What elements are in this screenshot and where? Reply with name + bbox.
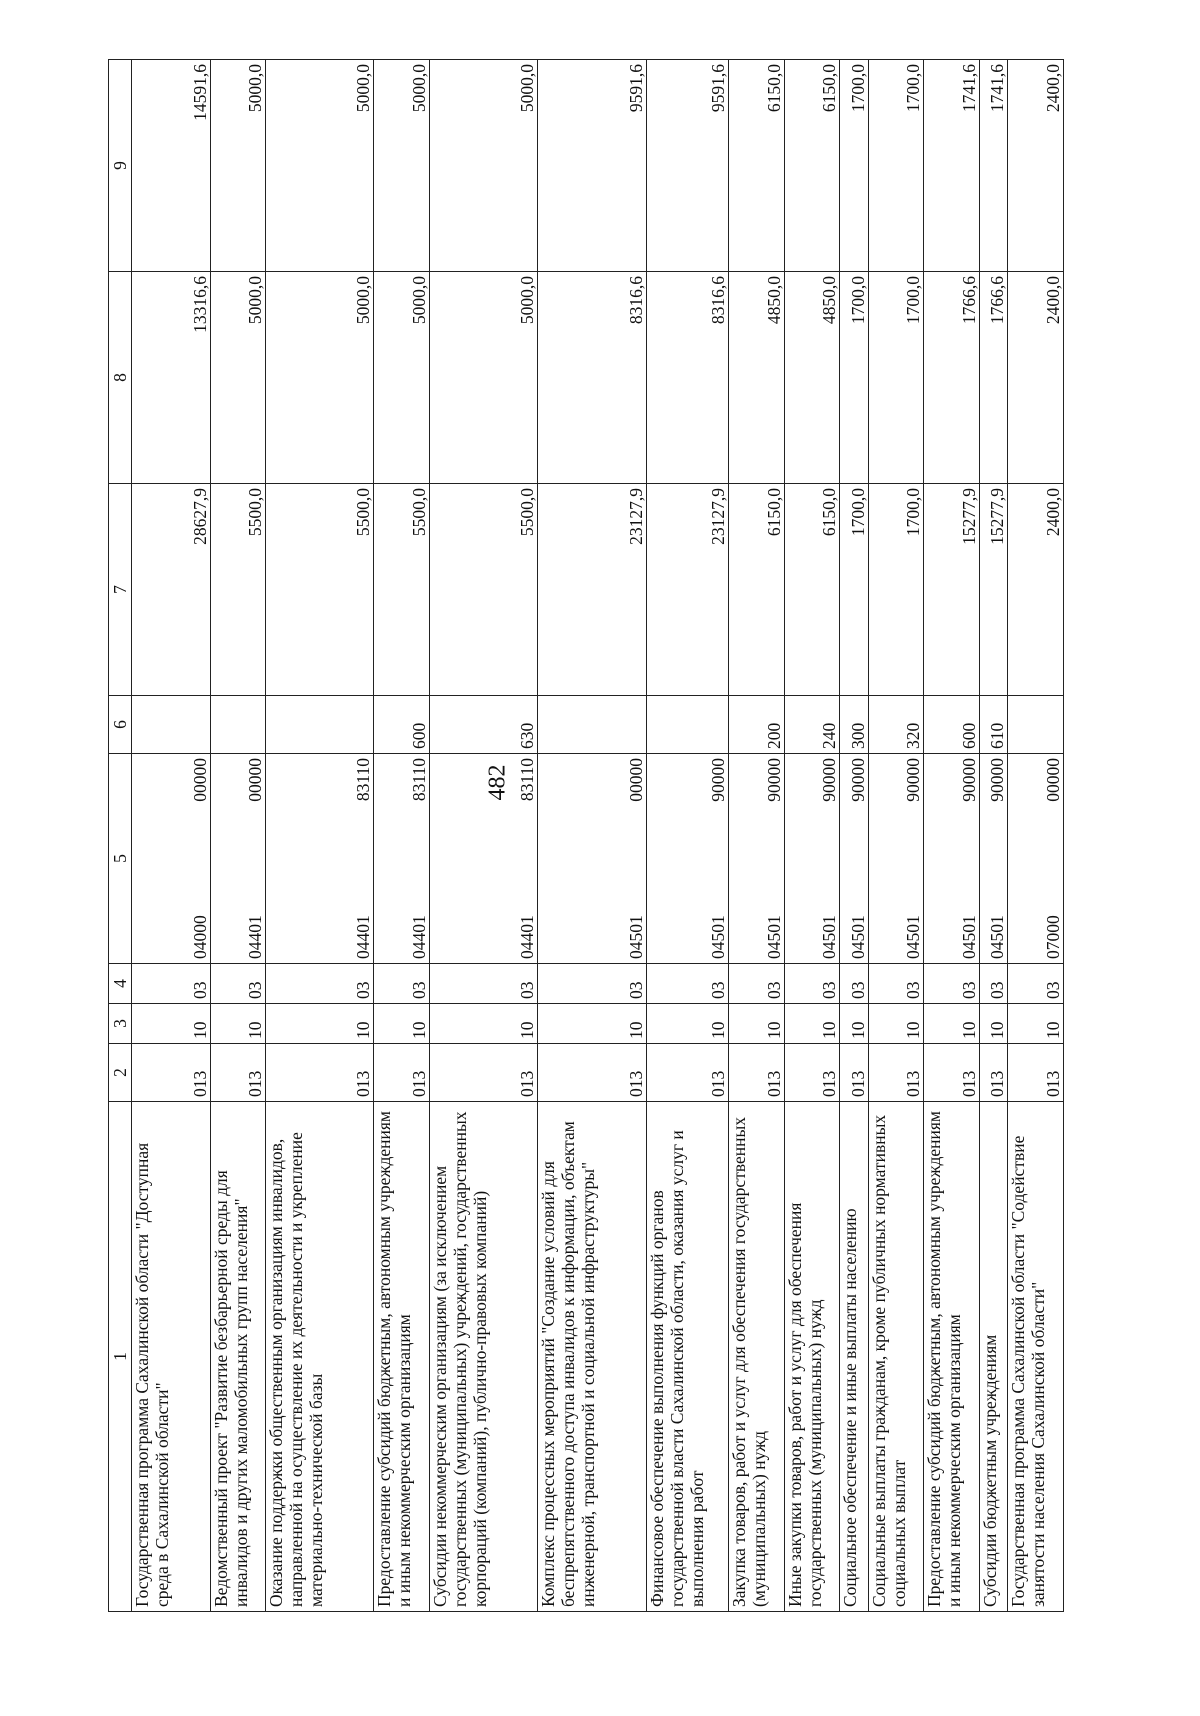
target-article-direction: 83110 (408, 758, 429, 802)
amount-year3: 9591,6 (646, 60, 729, 272)
section-code: 10 (132, 1004, 211, 1044)
subsection-code: 03 (729, 964, 785, 1004)
section-code: 10 (538, 1004, 646, 1044)
budget-table (108, 59, 1064, 1612)
page-number: 482 (484, 764, 511, 801)
amount-year1: 1700,0 (840, 484, 868, 696)
amount-year2: 5000,0 (210, 272, 266, 484)
section-code: 10 (646, 1004, 729, 1044)
row-name: Оказание поддержки общественным организациям инвалидов, направленной на осуществление их деятельности и укрепление материально-технической базы (266, 1102, 374, 1612)
ministry-code: 013 (840, 1044, 868, 1102)
target-article-code (266, 754, 374, 964)
row-name: Субсидии некоммерческим организациям (за исключением государственных (муниципальных) учреждений, государственных корпораций (компаний), публично-правовых компаний) (429, 1102, 537, 1612)
row-name: Государственная программа Сахалинской области "Содействие занятости населения Сахалинской области" (1008, 1102, 1064, 1612)
section-code: 10 (840, 1004, 868, 1044)
target-article-program: 04501 (625, 915, 646, 959)
amount-year3: 5000,0 (429, 60, 537, 272)
ministry-code: 013 (924, 1044, 980, 1102)
amount-year2: 13316,6 (132, 272, 211, 484)
column-header: 6 (109, 696, 132, 754)
ministry-code: 013 (132, 1044, 211, 1102)
amount-year3: 1741,6 (979, 60, 1007, 272)
amount-year3: 6150,0 (729, 60, 785, 272)
expense-type-code: 200 (729, 696, 785, 754)
table-row (374, 60, 430, 1612)
expense-type-code (132, 696, 211, 754)
column-header: 9 (109, 60, 132, 272)
table-row (729, 60, 785, 1612)
target-article-direction: 00000 (189, 758, 210, 802)
amount-year3: 14591,6 (132, 60, 211, 272)
target-article-code (729, 754, 785, 964)
section-code: 10 (979, 1004, 1007, 1044)
ministry-code: 013 (210, 1044, 266, 1102)
section-code: 10 (784, 1004, 840, 1044)
amount-year2: 2400,0 (1008, 272, 1064, 484)
table-row (210, 60, 266, 1612)
amount-year3: 5000,0 (266, 60, 374, 272)
target-article-code (1008, 754, 1064, 964)
target-article-direction: 00000 (245, 758, 266, 802)
table-row (840, 60, 868, 1612)
amount-year1: 2400,0 (1008, 484, 1064, 696)
target-article-direction: 00000 (625, 758, 646, 802)
amount-year1: 15277,9 (924, 484, 980, 696)
table-row (538, 60, 646, 1612)
target-article-program: 04401 (408, 915, 429, 959)
section-code: 10 (374, 1004, 430, 1044)
table-row (1008, 60, 1064, 1612)
subsection-code: 03 (1008, 964, 1064, 1004)
expense-type-code: 320 (868, 696, 924, 754)
row-name: Ведомственный проект "Развитие безбарьерной среды для инвалидов и других маломобильных групп населения" (210, 1102, 266, 1612)
amount-year1: 23127,9 (538, 484, 646, 696)
target-article-direction: 83110 (353, 758, 374, 802)
expense-type-code: 600 (374, 696, 430, 754)
target-article-program: 04501 (958, 915, 979, 959)
table-row (646, 60, 729, 1612)
target-article-code (646, 754, 729, 964)
column-header: 1 (109, 1102, 132, 1612)
ministry-code: 013 (784, 1044, 840, 1102)
subsection-code: 03 (374, 964, 430, 1004)
row-name: Комплекс процессных мероприятий "Создание условий для беспрепятственного доступа инвалидов к информации, объектам инженерной, транспортной и социальной инфраструктуры" (538, 1102, 646, 1612)
ministry-code: 013 (429, 1044, 537, 1102)
amount-year2: 4850,0 (729, 272, 785, 484)
expense-type-code: 300 (840, 696, 868, 754)
table-row (924, 60, 980, 1612)
target-article-code (784, 754, 840, 964)
expense-type-code: 600 (924, 696, 980, 754)
target-article-direction: 90000 (819, 758, 840, 802)
ministry-code: 013 (538, 1044, 646, 1102)
expense-type-code (266, 696, 374, 754)
amount-year2: 1766,6 (979, 272, 1007, 484)
target-article-code (210, 754, 266, 964)
target-article-direction: 90000 (958, 758, 979, 802)
row-name: Государственная программа Сахалинской области "Доступная среда в Сахалинской области" (132, 1102, 211, 1612)
section-code: 10 (729, 1004, 785, 1044)
subsection-code: 03 (840, 964, 868, 1004)
expense-type-code (646, 696, 729, 754)
ministry-code: 013 (979, 1044, 1007, 1102)
amount-year3: 5000,0 (210, 60, 266, 272)
row-name: Закупка товаров, работ и услуг для обеспечения государственных (муниципальных) нужд (729, 1102, 785, 1612)
subsection-code: 03 (646, 964, 729, 1004)
amount-year2: 4850,0 (784, 272, 840, 484)
target-article-program: 04501 (987, 915, 1008, 959)
subsection-code: 03 (979, 964, 1007, 1004)
amount-year3: 9591,6 (538, 60, 646, 272)
target-article-program: 04401 (517, 915, 538, 959)
section-code: 10 (924, 1004, 980, 1044)
expense-type-code (210, 696, 266, 754)
target-article-program: 04401 (353, 915, 374, 959)
target-article-direction: 00000 (1043, 758, 1063, 802)
amount-year2: 5000,0 (429, 272, 537, 484)
ministry-code: 013 (868, 1044, 924, 1102)
amount-year3: 2400,0 (1008, 60, 1064, 272)
subsection-code: 03 (784, 964, 840, 1004)
target-article-program: 07000 (1043, 915, 1063, 959)
subsection-code: 03 (868, 964, 924, 1004)
column-header: 4 (109, 964, 132, 1004)
target-article-direction: 90000 (987, 758, 1008, 802)
expense-type-code: 610 (979, 696, 1007, 754)
table-row (266, 60, 374, 1612)
budget-sheet (108, 60, 1064, 1612)
ministry-code: 013 (374, 1044, 430, 1102)
subsection-code: 03 (210, 964, 266, 1004)
row-name: Финансовое обеспечение выполнения функций органов государственной власти Сахалинской области, оказания услуг и выполнения работ (646, 1102, 729, 1612)
amount-year1: 5500,0 (266, 484, 374, 696)
header-row (109, 60, 132, 1612)
target-article-direction: 83110 (517, 758, 538, 802)
section-code: 10 (266, 1004, 374, 1044)
amount-year2: 5000,0 (374, 272, 430, 484)
row-name: Предоставление субсидий бюджетным, автономным учреждениям и иным некоммерческим организациям (924, 1102, 980, 1612)
column-header: 2 (109, 1044, 132, 1102)
subsection-code: 03 (538, 964, 646, 1004)
target-article-program: 04501 (708, 915, 729, 959)
amount-year3: 5000,0 (374, 60, 430, 272)
target-article-program: 04401 (245, 915, 266, 959)
expense-type-code: 240 (784, 696, 840, 754)
amount-year1: 28627,9 (132, 484, 211, 696)
amount-year1: 5500,0 (429, 484, 537, 696)
ministry-code: 013 (1008, 1044, 1064, 1102)
amount-year1: 5500,0 (210, 484, 266, 696)
amount-year2: 8316,6 (646, 272, 729, 484)
column-header: 7 (109, 484, 132, 696)
column-header: 8 (109, 272, 132, 484)
target-article-direction: 90000 (847, 758, 868, 802)
amount-year2: 1766,6 (924, 272, 980, 484)
target-article-direction: 90000 (708, 758, 729, 802)
amount-year2: 1700,0 (840, 272, 868, 484)
section-code: 10 (1008, 1004, 1064, 1044)
expense-type-code (1008, 696, 1064, 754)
table-row (979, 60, 1007, 1612)
target-article-code (429, 754, 537, 964)
target-article-code (868, 754, 924, 964)
table-row (784, 60, 840, 1612)
target-article-program: 04501 (847, 915, 868, 959)
section-code: 10 (429, 1004, 537, 1044)
subsection-code: 03 (924, 964, 980, 1004)
amount-year1: 5500,0 (374, 484, 430, 696)
target-article-code (538, 754, 646, 964)
target-article-code (979, 754, 1007, 964)
ministry-code: 013 (729, 1044, 785, 1102)
subsection-code: 03 (429, 964, 537, 1004)
table-row (429, 60, 537, 1612)
ministry-code: 013 (646, 1044, 729, 1102)
section-code: 10 (210, 1004, 266, 1044)
target-article-code (924, 754, 980, 964)
subsection-code: 03 (132, 964, 211, 1004)
ministry-code: 013 (266, 1044, 374, 1102)
expense-type-code (538, 696, 646, 754)
amount-year2: 5000,0 (266, 272, 374, 484)
row-name: Социальные выплаты гражданам, кроме публичных нормативных социальных выплат (868, 1102, 924, 1612)
row-name: Предоставление субсидий бюджетным, автономным учреждениям и иным некоммерческим организациям (374, 1102, 430, 1612)
table-row (132, 60, 211, 1612)
target-article-program: 04501 (763, 915, 784, 959)
amount-year3: 1700,0 (840, 60, 868, 272)
amount-year1: 6150,0 (729, 484, 785, 696)
expense-type-code: 630 (429, 696, 537, 754)
target-article-direction: 90000 (763, 758, 784, 802)
row-name: Социальное обеспечение и иные выплаты населению (840, 1102, 868, 1612)
target-article-program: 04000 (189, 915, 210, 959)
section-code: 10 (868, 1004, 924, 1044)
amount-year3: 1741,6 (924, 60, 980, 272)
table-row (868, 60, 924, 1612)
target-article-code (132, 754, 211, 964)
row-name: Иные закупки товаров, работ и услуг для обеспечения государственных (муниципальных) нужд (784, 1102, 840, 1612)
amount-year1: 15277,9 (979, 484, 1007, 696)
column-header: 3 (109, 1004, 132, 1044)
amount-year2: 1700,0 (868, 272, 924, 484)
amount-year1: 23127,9 (646, 484, 729, 696)
target-article-program: 04501 (819, 915, 840, 959)
amount-year3: 6150,0 (784, 60, 840, 272)
amount-year2: 8316,6 (538, 272, 646, 484)
amount-year1: 6150,0 (784, 484, 840, 696)
target-article-program: 04501 (903, 915, 924, 959)
amount-year3: 1700,0 (868, 60, 924, 272)
column-header: 5 (109, 754, 132, 964)
target-article-direction: 90000 (903, 758, 924, 802)
target-article-code (840, 754, 868, 964)
target-article-code (374, 754, 430, 964)
amount-year1: 1700,0 (868, 484, 924, 696)
subsection-code: 03 (266, 964, 374, 1004)
row-name: Субсидии бюджетным учреждениям (979, 1102, 1007, 1612)
